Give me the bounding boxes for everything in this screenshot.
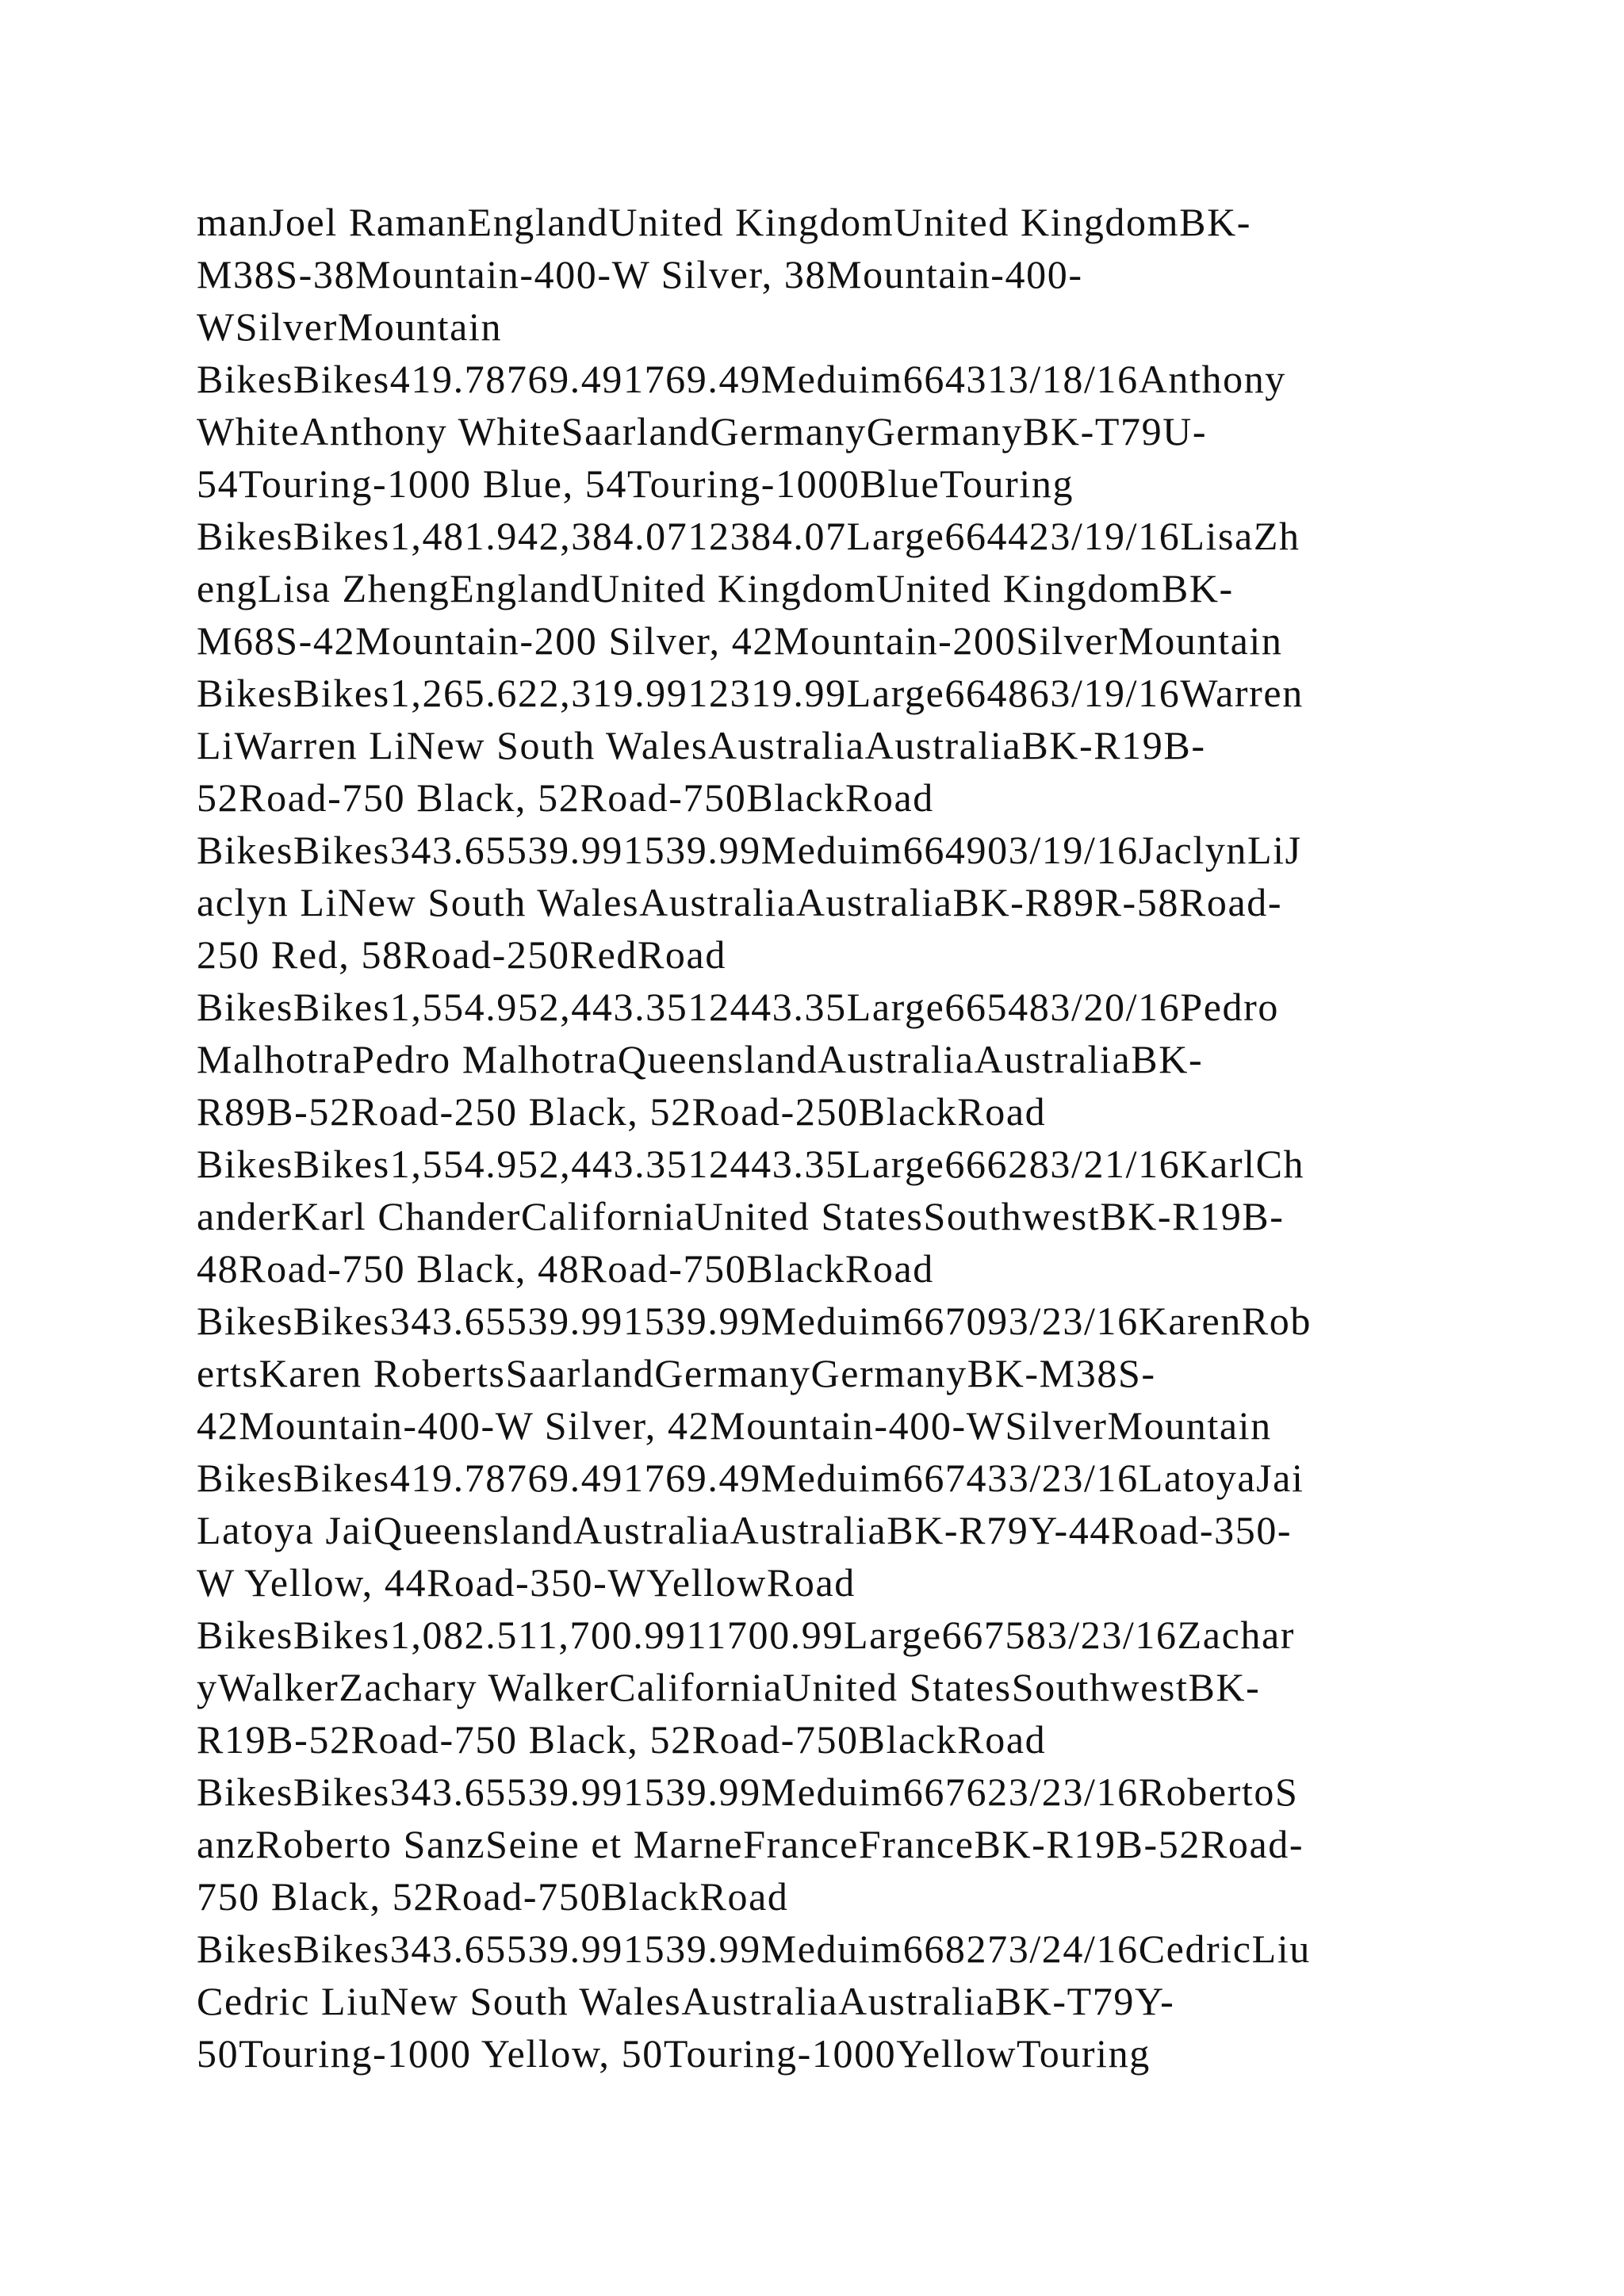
- text-line: BikesBikes1,082.511,700.9911700.99Large667583/23/16Zachar: [197, 1613, 1295, 1657]
- text-line: LiWarren LiNew South WalesAustraliaAustraliaBK-R19B-: [197, 723, 1206, 767]
- text-line: 750 Black, 52Road-750BlackRoad: [197, 1874, 789, 1919]
- text-line: MalhotraPedro MalhotraQueenslandAustraliaAustraliaBK-: [197, 1037, 1204, 1081]
- text-line: M38S-38Mountain-400-W Silver, 38Mountain-400-: [197, 252, 1083, 297]
- text-line: BikesBikes1,554.952,443.3512443.35Large665483/20/16Pedro: [197, 985, 1279, 1029]
- text-line: 250 Red, 58Road-250RedRoad: [197, 932, 726, 977]
- text-line: engLisa ZhengEnglandUnited KingdomUnited KingdomBK-: [197, 566, 1234, 610]
- text-line: BikesBikes419.78769.491769.49Meduim664313/18/16Anthony: [197, 357, 1286, 401]
- text-line: M68S-42Mountain-200 Silver, 42Mountain-200SilverMountain: [197, 618, 1283, 663]
- text-line: BikesBikes1,265.622,319.9912319.99Large664863/19/16Warren: [197, 671, 1304, 715]
- text-line: 48Road-750 Black, 48Road-750BlackRoad: [197, 1246, 934, 1291]
- text-line: W Yellow, 44Road-350-WYellowRoad: [197, 1560, 856, 1605]
- text-line: aclyn LiNew South WalesAustraliaAustraliaBK-R89R-58Road-: [197, 880, 1283, 924]
- text-line: manJoel RamanEnglandUnited KingdomUnited KingdomBK-: [197, 200, 1252, 244]
- text-line: ertsKaren RobertsSaarlandGermanyGermanyBK-M38S-: [197, 1351, 1156, 1395]
- text-line: 52Road-750 Black, 52Road-750BlackRoad: [197, 775, 934, 820]
- text-line: R19B-52Road-750 Black, 52Road-750BlackRoad: [197, 1717, 1047, 1762]
- text-line: yWalkerZachary WalkerCaliforniaUnited StatesSouthwestBK-: [197, 1665, 1261, 1709]
- text-line: BikesBikes343.65539.991539.99Meduim667623/23/16RobertoS: [197, 1770, 1299, 1814]
- text-line: BikesBikes343.65539.991539.99Meduim667093/23/16KarenRob: [197, 1299, 1312, 1343]
- document-text-block: [197, 196, 1434, 2080]
- text-line: BikesBikes343.65539.991539.99Meduim668273/24/16CedricLiu: [197, 1927, 1311, 1971]
- text-line: BikesBikes1,554.952,443.3512443.35Large666283/21/16KarlCh: [197, 1142, 1305, 1186]
- text-line: WhiteAnthony WhiteSaarlandGermanyGermanyBK-T79U-: [197, 409, 1208, 453]
- text-line: Latoya JaiQueenslandAustraliaAustraliaBK-R79Y-44Road-350-: [197, 1508, 1293, 1552]
- text-line: 54Touring-1000 Blue, 54Touring-1000BlueTouring: [197, 461, 1074, 506]
- text-line: BikesBikes419.78769.491769.49Meduim667433/23/16LatoyaJai: [197, 1456, 1304, 1500]
- text-line: BikesBikes1,481.942,384.0712384.07Large664423/19/16LisaZh: [197, 514, 1300, 558]
- text-line: 42Mountain-400-W Silver, 42Mountain-400-WSilverMountain: [197, 1403, 1272, 1448]
- text-line: anderKarl ChanderCaliforniaUnited StatesSouthwestBK-R19B-: [197, 1194, 1285, 1238]
- text-line: anzRoberto SanzSeine et MarneFranceFranceBK-R19B-52Road-: [197, 1822, 1304, 1866]
- text-line: R89B-52Road-250 Black, 52Road-250BlackRoad: [197, 1089, 1047, 1134]
- text-line: 50Touring-1000 Yellow, 50Touring-1000YellowTouring: [197, 2031, 1151, 2076]
- text-line: Cedric LiuNew South WalesAustraliaAustraliaBK-T79Y-: [197, 1979, 1175, 2023]
- text-line: BikesBikes343.65539.991539.99Meduim664903/19/16JaclynLiJ: [197, 828, 1302, 872]
- text-line: WSilverMountain: [197, 304, 503, 349]
